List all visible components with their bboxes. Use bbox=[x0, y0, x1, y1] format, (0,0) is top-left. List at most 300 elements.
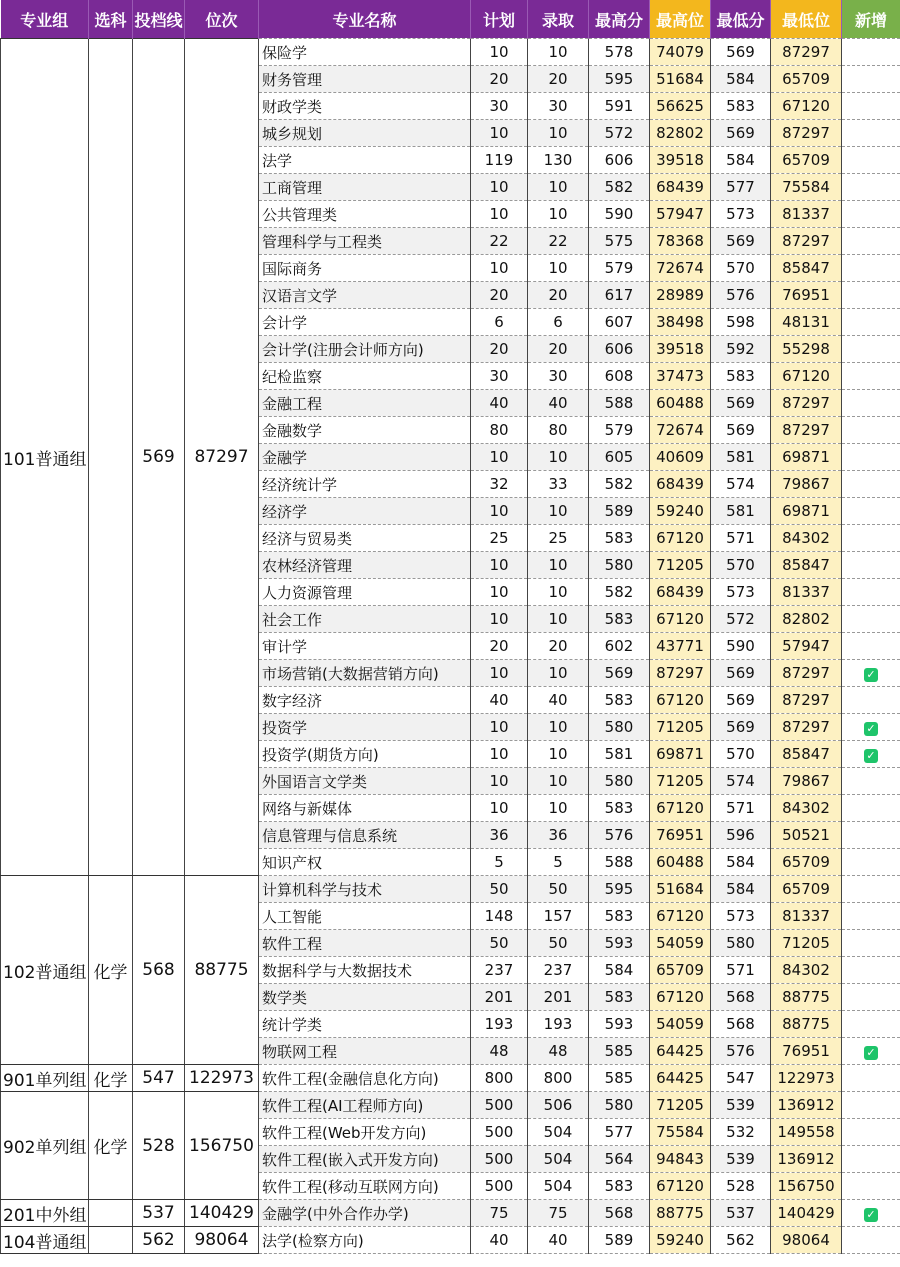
header-min-score: 最低分 bbox=[711, 0, 771, 39]
new-cell bbox=[842, 201, 900, 228]
admit-cell: 10 bbox=[528, 120, 589, 147]
major-name-cell: 软件工程 bbox=[259, 930, 471, 957]
plan-cell: 10 bbox=[471, 120, 528, 147]
rank-cell: 156750 bbox=[185, 1092, 259, 1200]
max-rank-cell: 71205 bbox=[650, 768, 711, 795]
new-cell bbox=[842, 876, 900, 903]
rank-cell: 122973 bbox=[185, 1065, 259, 1092]
major-name-cell: 外国语言文学类 bbox=[259, 768, 471, 795]
admit-cell: 800 bbox=[528, 1065, 589, 1092]
cutoff-cell: 547 bbox=[133, 1065, 185, 1092]
max-rank-cell: 87297 bbox=[650, 660, 711, 687]
major-name-cell: 财务管理 bbox=[259, 66, 471, 93]
admit-cell: 506 bbox=[528, 1092, 589, 1119]
min-score-cell: 547 bbox=[711, 1065, 771, 1092]
new-cell bbox=[842, 1146, 900, 1173]
new-cell bbox=[842, 822, 900, 849]
admit-cell: 10 bbox=[528, 741, 589, 768]
plan-cell: 25 bbox=[471, 525, 528, 552]
admit-cell: 10 bbox=[528, 552, 589, 579]
plan-cell: 119 bbox=[471, 147, 528, 174]
admit-cell: 40 bbox=[528, 687, 589, 714]
plan-cell: 10 bbox=[471, 174, 528, 201]
max-rank-cell: 67120 bbox=[650, 687, 711, 714]
table-body bbox=[1, 39, 900, 1254]
min-rank-cell: 79867 bbox=[771, 768, 842, 795]
min-rank-cell: 65709 bbox=[771, 147, 842, 174]
admit-cell: 30 bbox=[528, 93, 589, 120]
major-name-cell: 网络与新媒体 bbox=[259, 795, 471, 822]
major-name-cell: 投资学 bbox=[259, 714, 471, 741]
max-rank-cell: 64425 bbox=[650, 1038, 711, 1065]
admit-cell: 130 bbox=[528, 147, 589, 174]
max-score-cell: 576 bbox=[589, 822, 650, 849]
new-cell bbox=[842, 552, 900, 579]
min-score-cell: 592 bbox=[711, 336, 771, 363]
admit-cell: 237 bbox=[528, 957, 589, 984]
plan-cell: 75 bbox=[471, 1200, 528, 1227]
subject-cell bbox=[89, 39, 133, 876]
plan-cell: 48 bbox=[471, 1038, 528, 1065]
plan-cell: 10 bbox=[471, 201, 528, 228]
new-cell bbox=[842, 687, 900, 714]
admit-cell: 10 bbox=[528, 714, 589, 741]
max-score-cell: 589 bbox=[589, 498, 650, 525]
min-rank-cell: 136912 bbox=[771, 1146, 842, 1173]
major-name-cell: 计算机科学与技术 bbox=[259, 876, 471, 903]
min-rank-cell: 76951 bbox=[771, 282, 842, 309]
major-name-cell: 市场营销(大数据营销方向) bbox=[259, 660, 471, 687]
new-cell bbox=[842, 471, 900, 498]
min-rank-cell: 149558 bbox=[771, 1119, 842, 1146]
cutoff-cell: 537 bbox=[133, 1200, 185, 1227]
max-score-cell: 591 bbox=[589, 93, 650, 120]
rank-cell: 87297 bbox=[185, 39, 259, 876]
plan-cell: 22 bbox=[471, 228, 528, 255]
min-rank-cell: 85847 bbox=[771, 552, 842, 579]
plan-cell: 10 bbox=[471, 741, 528, 768]
admit-cell: 48 bbox=[528, 1038, 589, 1065]
min-rank-cell: 85847 bbox=[771, 255, 842, 282]
plan-cell: 20 bbox=[471, 66, 528, 93]
admit-cell: 20 bbox=[528, 633, 589, 660]
min-score-cell: 569 bbox=[711, 39, 771, 66]
admit-cell: 40 bbox=[528, 1227, 589, 1254]
major-name-cell: 财政学类 bbox=[259, 93, 471, 120]
new-cell bbox=[842, 1038, 900, 1065]
major-name-cell: 金融数学 bbox=[259, 417, 471, 444]
min-score-cell: 584 bbox=[711, 66, 771, 93]
max-rank-cell: 94843 bbox=[650, 1146, 711, 1173]
admit-cell: 6 bbox=[528, 309, 589, 336]
subject-cell bbox=[89, 1200, 133, 1227]
max-rank-cell: 60488 bbox=[650, 849, 711, 876]
new-cell bbox=[842, 417, 900, 444]
plan-cell: 10 bbox=[471, 579, 528, 606]
admit-cell: 10 bbox=[528, 795, 589, 822]
min-rank-cell: 75584 bbox=[771, 174, 842, 201]
new-cell bbox=[842, 714, 900, 741]
major-name-cell: 保险学 bbox=[259, 39, 471, 66]
max-rank-cell: 71205 bbox=[650, 552, 711, 579]
max-rank-cell: 67120 bbox=[650, 984, 711, 1011]
new-cell bbox=[842, 1173, 900, 1200]
major-name-cell: 统计学类 bbox=[259, 1011, 471, 1038]
new-cell bbox=[842, 525, 900, 552]
min-score-cell: 569 bbox=[711, 228, 771, 255]
new-cell bbox=[842, 1119, 900, 1146]
plan-cell: 10 bbox=[471, 255, 528, 282]
min-rank-cell: 69871 bbox=[771, 444, 842, 471]
max-rank-cell: 68439 bbox=[650, 579, 711, 606]
plan-cell: 10 bbox=[471, 444, 528, 471]
plan-cell: 40 bbox=[471, 390, 528, 417]
max-score-cell: 585 bbox=[589, 1038, 650, 1065]
admit-cell: 10 bbox=[528, 606, 589, 633]
max-score-cell: 589 bbox=[589, 1227, 650, 1254]
max-score-cell: 583 bbox=[589, 1173, 650, 1200]
min-score-cell: 571 bbox=[711, 957, 771, 984]
new-cell bbox=[842, 984, 900, 1011]
cutoff-cell: 562 bbox=[133, 1227, 185, 1254]
max-rank-cell: 57947 bbox=[650, 201, 711, 228]
max-rank-cell: 59240 bbox=[650, 1227, 711, 1254]
max-rank-cell: 40609 bbox=[650, 444, 711, 471]
min-score-cell: 572 bbox=[711, 606, 771, 633]
max-score-cell: 579 bbox=[589, 255, 650, 282]
new-cell bbox=[842, 1065, 900, 1092]
max-score-cell: 583 bbox=[589, 984, 650, 1011]
min-score-cell: 584 bbox=[711, 849, 771, 876]
checkmark-icon: ✓ bbox=[864, 668, 878, 682]
checkmark-icon: ✓ bbox=[864, 749, 878, 763]
table-row bbox=[1, 1092, 900, 1119]
major-name-cell: 社会工作 bbox=[259, 606, 471, 633]
min-rank-cell: 140429 bbox=[771, 1200, 842, 1227]
max-score-cell: 607 bbox=[589, 309, 650, 336]
max-rank-cell: 71205 bbox=[650, 714, 711, 741]
max-score-cell: 577 bbox=[589, 1119, 650, 1146]
subject-cell: 化学 bbox=[89, 1092, 133, 1200]
min-score-cell: 568 bbox=[711, 984, 771, 1011]
group-name-cell: 101普通组 bbox=[1, 39, 89, 876]
admit-cell: 50 bbox=[528, 876, 589, 903]
min-rank-cell: 87297 bbox=[771, 39, 842, 66]
max-rank-cell: 38498 bbox=[650, 309, 711, 336]
max-score-cell: 617 bbox=[589, 282, 650, 309]
min-rank-cell: 55298 bbox=[771, 336, 842, 363]
max-rank-cell: 76951 bbox=[650, 822, 711, 849]
max-score-cell: 608 bbox=[589, 363, 650, 390]
max-rank-cell: 51684 bbox=[650, 66, 711, 93]
major-name-cell: 国际商务 bbox=[259, 255, 471, 282]
table-row bbox=[1, 876, 900, 903]
admit-cell: 75 bbox=[528, 1200, 589, 1227]
header-group: 专业组 bbox=[1, 0, 89, 39]
new-cell bbox=[842, 174, 900, 201]
min-score-cell: 571 bbox=[711, 525, 771, 552]
max-rank-cell: 74079 bbox=[650, 39, 711, 66]
plan-cell: 10 bbox=[471, 714, 528, 741]
major-name-cell: 人工智能 bbox=[259, 903, 471, 930]
header-max-score: 最高分 bbox=[589, 0, 650, 39]
admit-cell: 40 bbox=[528, 390, 589, 417]
max-rank-cell: 67120 bbox=[650, 606, 711, 633]
max-score-cell: 582 bbox=[589, 174, 650, 201]
min-score-cell: 539 bbox=[711, 1092, 771, 1119]
header-major: 专业名称 bbox=[259, 0, 471, 39]
major-name-cell: 软件工程(金融信息化方向) bbox=[259, 1065, 471, 1092]
header-plan: 计划 bbox=[471, 0, 528, 39]
admit-cell: 20 bbox=[528, 336, 589, 363]
plan-cell: 50 bbox=[471, 876, 528, 903]
admit-cell: 10 bbox=[528, 255, 589, 282]
major-name-cell: 纪检监察 bbox=[259, 363, 471, 390]
min-rank-cell: 87297 bbox=[771, 120, 842, 147]
plan-cell: 10 bbox=[471, 768, 528, 795]
min-rank-cell: 87297 bbox=[771, 228, 842, 255]
new-cell bbox=[842, 579, 900, 606]
max-score-cell: 582 bbox=[589, 579, 650, 606]
min-score-cell: 562 bbox=[711, 1227, 771, 1254]
min-rank-cell: 67120 bbox=[771, 363, 842, 390]
plan-cell: 201 bbox=[471, 984, 528, 1011]
min-rank-cell: 87297 bbox=[771, 660, 842, 687]
major-name-cell: 法学(检察方向) bbox=[259, 1227, 471, 1254]
admit-cell: 10 bbox=[528, 498, 589, 525]
plan-cell: 500 bbox=[471, 1173, 528, 1200]
min-rank-cell: 65709 bbox=[771, 876, 842, 903]
max-rank-cell: 54059 bbox=[650, 930, 711, 957]
min-rank-cell: 82802 bbox=[771, 606, 842, 633]
max-rank-cell: 51684 bbox=[650, 876, 711, 903]
min-rank-cell: 85847 bbox=[771, 741, 842, 768]
plan-cell: 10 bbox=[471, 795, 528, 822]
min-rank-cell: 50521 bbox=[771, 822, 842, 849]
major-name-cell: 城乡规划 bbox=[259, 120, 471, 147]
max-rank-cell: 60488 bbox=[650, 390, 711, 417]
plan-cell: 10 bbox=[471, 498, 528, 525]
min-score-cell: 598 bbox=[711, 309, 771, 336]
plan-cell: 148 bbox=[471, 903, 528, 930]
max-score-cell: 606 bbox=[589, 147, 650, 174]
min-score-cell: 569 bbox=[711, 390, 771, 417]
min-score-cell: 584 bbox=[711, 147, 771, 174]
max-rank-cell: 75584 bbox=[650, 1119, 711, 1146]
min-score-cell: 590 bbox=[711, 633, 771, 660]
new-cell bbox=[842, 606, 900, 633]
plan-cell: 36 bbox=[471, 822, 528, 849]
max-score-cell: 569 bbox=[589, 660, 650, 687]
max-score-cell: 595 bbox=[589, 66, 650, 93]
min-rank-cell: 84302 bbox=[771, 795, 842, 822]
min-score-cell: 573 bbox=[711, 903, 771, 930]
plan-cell: 6 bbox=[471, 309, 528, 336]
new-cell bbox=[842, 228, 900, 255]
major-name-cell: 经济与贸易类 bbox=[259, 525, 471, 552]
plan-cell: 800 bbox=[471, 1065, 528, 1092]
min-score-cell: 576 bbox=[711, 1038, 771, 1065]
min-score-cell: 573 bbox=[711, 201, 771, 228]
group-name-cell: 102普通组 bbox=[1, 876, 89, 1065]
subject-cell: 化学 bbox=[89, 876, 133, 1065]
min-score-cell: 569 bbox=[711, 660, 771, 687]
min-rank-cell: 69871 bbox=[771, 498, 842, 525]
plan-cell: 32 bbox=[471, 471, 528, 498]
major-name-cell: 数据科学与大数据技术 bbox=[259, 957, 471, 984]
new-cell bbox=[842, 1011, 900, 1038]
max-score-cell: 605 bbox=[589, 444, 650, 471]
max-score-cell: 593 bbox=[589, 930, 650, 957]
max-score-cell: 588 bbox=[589, 849, 650, 876]
max-rank-cell: 67120 bbox=[650, 525, 711, 552]
admit-cell: 10 bbox=[528, 579, 589, 606]
major-name-cell: 金融工程 bbox=[259, 390, 471, 417]
major-name-cell: 软件工程(AI工程师方向) bbox=[259, 1092, 471, 1119]
min-rank-cell: 88775 bbox=[771, 1011, 842, 1038]
max-rank-cell: 43771 bbox=[650, 633, 711, 660]
max-score-cell: 584 bbox=[589, 957, 650, 984]
min-score-cell: 570 bbox=[711, 255, 771, 282]
max-score-cell: 580 bbox=[589, 552, 650, 579]
admit-cell: 201 bbox=[528, 984, 589, 1011]
new-cell bbox=[842, 903, 900, 930]
min-score-cell: 537 bbox=[711, 1200, 771, 1227]
min-score-cell: 569 bbox=[711, 714, 771, 741]
max-score-cell: 606 bbox=[589, 336, 650, 363]
min-score-cell: 583 bbox=[711, 93, 771, 120]
header-cutoff: 投档线 bbox=[133, 0, 185, 39]
new-cell bbox=[842, 741, 900, 768]
min-rank-cell: 81337 bbox=[771, 201, 842, 228]
table-row bbox=[1, 1227, 900, 1254]
admit-cell: 30 bbox=[528, 363, 589, 390]
min-rank-cell: 48131 bbox=[771, 309, 842, 336]
major-name-cell: 投资学(期货方向) bbox=[259, 741, 471, 768]
new-cell bbox=[842, 363, 900, 390]
subject-cell bbox=[89, 1227, 133, 1254]
new-cell bbox=[842, 768, 900, 795]
max-rank-cell: 78368 bbox=[650, 228, 711, 255]
major-name-cell: 经济统计学 bbox=[259, 471, 471, 498]
min-score-cell: 570 bbox=[711, 741, 771, 768]
rank-cell: 88775 bbox=[185, 876, 259, 1065]
admit-cell: 157 bbox=[528, 903, 589, 930]
cutoff-cell: 528 bbox=[133, 1092, 185, 1200]
admit-cell: 10 bbox=[528, 444, 589, 471]
plan-cell: 10 bbox=[471, 606, 528, 633]
table-row bbox=[1, 1065, 900, 1092]
new-cell bbox=[842, 336, 900, 363]
group-name-cell: 901单列组 bbox=[1, 1065, 89, 1092]
cutoff-cell: 568 bbox=[133, 876, 185, 1065]
min-score-cell: 584 bbox=[711, 876, 771, 903]
min-rank-cell: 98064 bbox=[771, 1227, 842, 1254]
admit-cell: 25 bbox=[528, 525, 589, 552]
header-row bbox=[1, 0, 900, 39]
major-name-cell: 管理科学与工程类 bbox=[259, 228, 471, 255]
checkmark-icon: ✓ bbox=[864, 1208, 878, 1222]
rank-cell: 98064 bbox=[185, 1227, 259, 1254]
max-rank-cell: 69871 bbox=[650, 741, 711, 768]
max-score-cell: 564 bbox=[589, 1146, 650, 1173]
new-cell bbox=[842, 957, 900, 984]
new-cell bbox=[842, 930, 900, 957]
min-rank-cell: 71205 bbox=[771, 930, 842, 957]
max-score-cell: 572 bbox=[589, 120, 650, 147]
admit-cell: 193 bbox=[528, 1011, 589, 1038]
min-score-cell: 574 bbox=[711, 471, 771, 498]
plan-cell: 20 bbox=[471, 282, 528, 309]
max-score-cell: 581 bbox=[589, 741, 650, 768]
group-name-cell: 104普通组 bbox=[1, 1227, 89, 1254]
plan-cell: 50 bbox=[471, 930, 528, 957]
major-name-cell: 农林经济管理 bbox=[259, 552, 471, 579]
min-rank-cell: 76951 bbox=[771, 1038, 842, 1065]
max-score-cell: 583 bbox=[589, 687, 650, 714]
group-name-cell: 902单列组 bbox=[1, 1092, 89, 1200]
new-cell bbox=[842, 444, 900, 471]
max-score-cell: 583 bbox=[589, 525, 650, 552]
min-score-cell: 573 bbox=[711, 579, 771, 606]
plan-cell: 20 bbox=[471, 633, 528, 660]
plan-cell: 10 bbox=[471, 552, 528, 579]
min-rank-cell: 81337 bbox=[771, 579, 842, 606]
plan-cell: 5 bbox=[471, 849, 528, 876]
major-name-cell: 数字经济 bbox=[259, 687, 471, 714]
min-score-cell: 596 bbox=[711, 822, 771, 849]
admit-cell: 504 bbox=[528, 1173, 589, 1200]
new-cell bbox=[842, 39, 900, 66]
new-cell bbox=[842, 147, 900, 174]
min-score-cell: 570 bbox=[711, 552, 771, 579]
min-rank-cell: 87297 bbox=[771, 687, 842, 714]
max-rank-cell: 72674 bbox=[650, 417, 711, 444]
admit-cell: 33 bbox=[528, 471, 589, 498]
admit-cell: 20 bbox=[528, 282, 589, 309]
cutoff-cell: 569 bbox=[133, 39, 185, 876]
min-rank-cell: 65709 bbox=[771, 66, 842, 93]
max-rank-cell: 54059 bbox=[650, 1011, 711, 1038]
major-name-cell: 软件工程(移动互联网方向) bbox=[259, 1173, 471, 1200]
major-name-cell: 会计学(注册会计师方向) bbox=[259, 336, 471, 363]
max-score-cell: 582 bbox=[589, 471, 650, 498]
min-score-cell: 581 bbox=[711, 498, 771, 525]
major-name-cell: 物联网工程 bbox=[259, 1038, 471, 1065]
max-rank-cell: 39518 bbox=[650, 336, 711, 363]
new-cell bbox=[842, 66, 900, 93]
new-cell bbox=[842, 1200, 900, 1227]
plan-cell: 10 bbox=[471, 39, 528, 66]
new-cell bbox=[842, 660, 900, 687]
min-score-cell: 569 bbox=[711, 120, 771, 147]
admit-cell: 10 bbox=[528, 174, 589, 201]
max-score-cell: 579 bbox=[589, 417, 650, 444]
major-name-cell: 经济学 bbox=[259, 498, 471, 525]
major-name-cell: 金融学 bbox=[259, 444, 471, 471]
major-name-cell: 会计学 bbox=[259, 309, 471, 336]
table-row bbox=[1, 39, 900, 66]
max-rank-cell: 67120 bbox=[650, 903, 711, 930]
max-score-cell: 580 bbox=[589, 1092, 650, 1119]
group-name-cell: 201中外组 bbox=[1, 1200, 89, 1227]
max-score-cell: 583 bbox=[589, 795, 650, 822]
max-rank-cell: 68439 bbox=[650, 174, 711, 201]
min-score-cell: 568 bbox=[711, 1011, 771, 1038]
max-score-cell: 593 bbox=[589, 1011, 650, 1038]
table-row bbox=[1, 1200, 900, 1227]
admit-cell: 10 bbox=[528, 660, 589, 687]
